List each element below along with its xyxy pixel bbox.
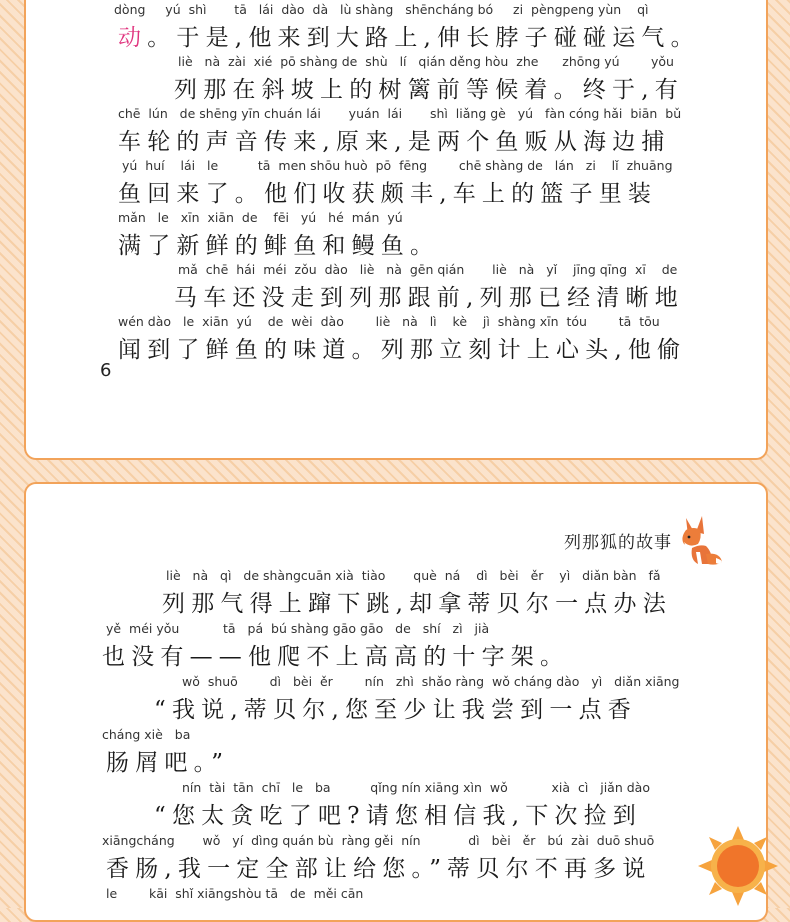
hanzi-line: 也没有——他爬不上高高的十字架。 [102, 644, 570, 670]
pinyin-line: cháng xiè ba [102, 727, 191, 742]
hanzi-line: 马车还没走到列那跟前,列那已经清晰地 [174, 285, 684, 311]
hanzi-line [118, 19, 770, 52]
pinyin-line: le kāi shǐ xiāngshòu tā de měi cān [106, 886, 364, 901]
pinyin-line: liè nà qì de shàngcuān xià tiào què ná dì bèi ěr yì diǎn bàn fǎ [166, 568, 661, 583]
hanzi-line: 列那在斜坡上的树篱前等候着。终于,有 [174, 77, 684, 103]
hanzi-text: 。于是,他来到大路上,伸长脖子碰碰运气。 [147, 25, 700, 51]
hanzi-line: 鱼回来了。他们收获颇丰,车上的篮子里装 [118, 181, 658, 207]
hanzi-line: 满了新鲜的鲱鱼和鳗鱼。 [118, 233, 440, 259]
hanzi-line: 香肠,我一定全部让给您。”蒂贝尔不再多说 [106, 856, 652, 882]
pinyin-line: chē lún de shēng yīn chuán lái yuán lái shì liǎng gè yú fàn cóng hǎi biān bǔ [118, 106, 682, 121]
pinyin-line: wén dào le xiān yú de wèi dào liè nà lì kè jì shàng xīn tóu tā tōu [118, 314, 660, 329]
pinyin-extra: yǒu [651, 54, 674, 69]
hanzi-line: 闻到了鲜鱼的味道。列那立刻计上心头,他偷 [118, 337, 687, 363]
pinyin-line: wǒ shuō dì bèi ěr nín zhì shǎo ràng wǒ cháng dào yì diǎn xiāng [182, 674, 680, 689]
hanzi-line: 列那气得上蹿下跳,却拿蒂贝尔一点办法 [162, 591, 672, 617]
hanzi-line: 车轮的声音传来,原来,是两个鱼贩从海边捕 [118, 129, 671, 155]
pinyin-line: mǎn le xīn xiān de fēi yú hé mán yú [118, 210, 403, 225]
book-title: 列那狐的故事 [564, 533, 672, 553]
hanzi-line: 肠屑吧。” [106, 750, 230, 776]
pinyin-line: dòng yú shì tā lái dào dà lù shàng shēncháng bó zi pèngpeng yùn qì [114, 2, 649, 17]
pinyin-line: liè nà zài xié pō shàng de shù lí qián děng hòu zhe zhōng yú [178, 54, 620, 69]
pinyin-line: mǎ chē hái méi zǒu dào liè nà gēn qián liè nà yǐ jīng qīng xī de [178, 262, 678, 277]
fox-icon [676, 508, 724, 566]
emphasized-word: 动 [118, 25, 148, 51]
bottom-page-card [24, 482, 768, 922]
hanzi-line: “我说,蒂贝尔,您至少让我尝到一点香 [154, 697, 637, 723]
sun-icon [698, 826, 778, 906]
top-page-card [24, 0, 768, 460]
pinyin-line: yú huí lái le tā men shōu huò pō fēng chē shàng de lán zi lǐ zhuāng [122, 158, 673, 173]
pinyin-line: nín tài tān chī le ba qǐng nín xiāng xìn wǒ xià cì jiǎn dào [182, 780, 650, 795]
pinyin-line: yě méi yǒu tā pá bú shàng gāo gāo de shí zì jià [106, 621, 490, 636]
pinyin-line: xiāngcháng wǒ yí dìng quán bù ràng gěi nín dì bèi ěr bú zài duō shuō [102, 833, 655, 848]
hanzi-line: “您太贪吃了吧?请您相信我,下次捡到 [154, 803, 643, 829]
page-number: 6 [100, 360, 112, 381]
